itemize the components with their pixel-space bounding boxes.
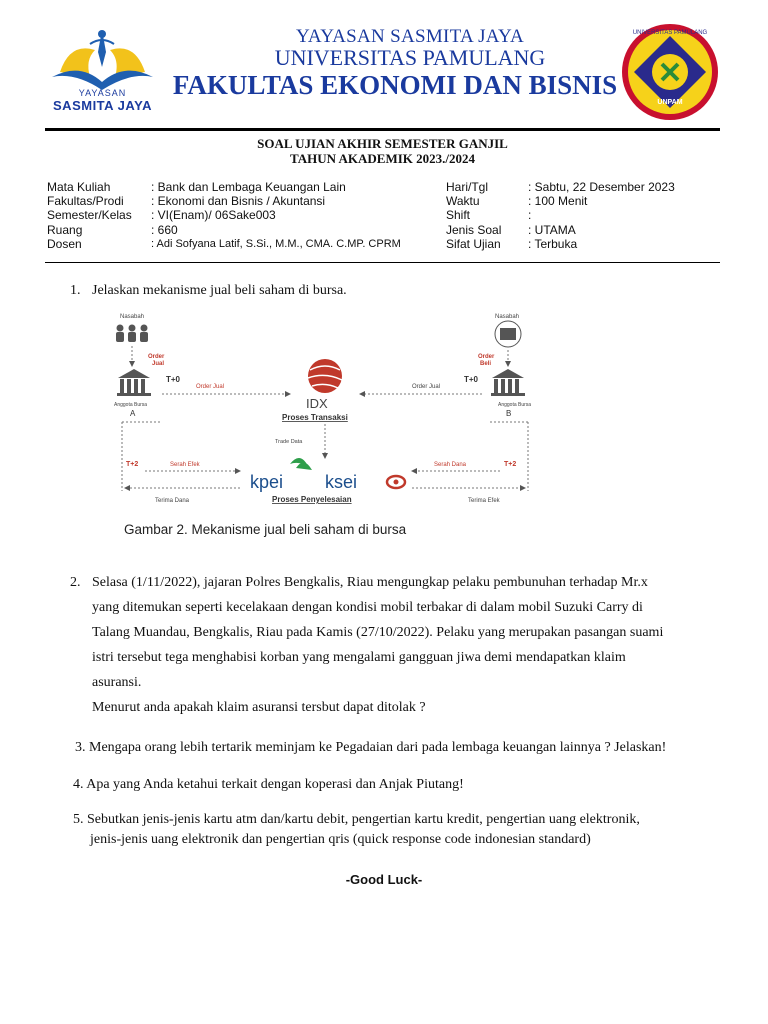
question-3-text: 3. Mengapa orang lebih tertarik meminjam ke Pegadaian dari pada lembaga keuangan lainnya ? Jelaskan!	[75, 740, 667, 755]
bank-left-icon	[117, 369, 151, 396]
header-fakultas: FAKULTAS EKONOMI DAN BISNIS	[172, 70, 618, 100]
info-value: : Bank dan Lembaga Keuangan Lain	[151, 180, 346, 194]
question-2-line: istri tersebut tega menghabisi korban yang mengalami gangguan jiwa demi mendapatkan klaim	[92, 650, 626, 665]
t2-left-label: T+2	[126, 461, 139, 468]
info-row	[446, 180, 716, 194]
ksei-mark-icon	[387, 476, 405, 488]
info-row	[47, 180, 447, 194]
info-value: : 100 Menit	[528, 194, 588, 209]
stock-trading-diagram	[100, 306, 550, 546]
info-left	[47, 180, 447, 251]
terima-dana-label: Terima Dana	[155, 498, 190, 504]
idx-globe-icon	[308, 359, 342, 393]
serah-dana-label: Serah Dana	[434, 462, 467, 468]
terima-efek-label: Terima Efek	[468, 498, 500, 504]
question-5-line: jenis-jenis uang elektronik dan pengertian qris (quick response code indonesian standard)	[90, 832, 591, 847]
nasabah-right-label: Nasabah	[495, 314, 520, 320]
info-label: Fakultas/Prodi	[47, 194, 124, 209]
yayasan-logo	[40, 22, 165, 122]
info-value: : Adi Sofyana Latif, S.Si., M.M., CMA. C.MP. CPRM	[151, 237, 401, 250]
order-jual-arrow-left-label: Order Jual	[196, 384, 225, 390]
question-5-text	[73, 810, 640, 850]
a-label: A	[130, 409, 136, 418]
question-1-number: 1.	[70, 283, 81, 298]
proses-transaksi-label: Proses Transaksi	[282, 413, 348, 422]
unpam-logo	[620, 22, 720, 122]
info-value: : Sabtu, 22 Desember 2023	[528, 180, 675, 194]
anggota-right-label: Anggota Bursa	[498, 402, 532, 408]
info-row	[446, 237, 716, 251]
question-2-line: asuransi.	[92, 675, 142, 690]
question-1-text: Jelaskan mekanisme jual beli saham di bursa.	[92, 283, 347, 298]
bank-right-icon	[491, 369, 525, 396]
t0-right-label: T+0	[464, 375, 479, 384]
idx-label: IDX	[306, 396, 328, 411]
logo-left-line1: YAYASAN	[78, 88, 127, 98]
info-row	[446, 223, 716, 237]
info-row	[47, 223, 447, 237]
info-label: Waktu	[446, 194, 480, 209]
info-row	[446, 208, 716, 222]
header-universitas: UNIVERSITAS PAMULANG	[274, 45, 546, 70]
diagram-canvas	[100, 306, 550, 511]
info-value: : UTAMA	[528, 222, 576, 237]
kpei-label: kpei	[250, 472, 284, 492]
question-2-line: Talang Muandau, Bengkalis, Riau pada Kamis (27/10/2022). Pelaku yang merupakan pasangan suami	[92, 625, 664, 640]
info-row	[47, 194, 447, 208]
exam-year: TAHUN AKADEMIK 2023./2024	[289, 151, 475, 166]
info-label: Semester/Kelas	[47, 208, 132, 223]
b-label: B	[506, 409, 512, 418]
question-2-followup: Menurut anda apakah klaim asuransi tersbut dapat ditolak ?	[92, 700, 426, 715]
anggota-left-label: Anggota Bursa	[114, 402, 148, 408]
info-label: Sifat Ujian	[446, 236, 501, 251]
info-label: Ruang	[47, 222, 83, 237]
question-2-line: yang ditemukan seperti kecelakaan dengan kondisi mobil terbakar di dalam mobil Suzuki Carry di	[92, 600, 643, 615]
kpei-leaf-icon	[290, 458, 312, 470]
yayasan-emblem-icon	[40, 22, 165, 92]
order-jual-label-1: Order	[148, 354, 165, 360]
info-row	[47, 208, 447, 222]
header-yayasan: YAYASAN SASMITA JAYA	[296, 26, 524, 47]
t2-right-label: T+2	[504, 461, 517, 468]
nasabah-left-label: Nasabah	[120, 314, 145, 320]
info-value: :	[528, 208, 532, 223]
trade-data-label: Trade Data	[275, 439, 303, 445]
ksei-label: ksei	[325, 472, 358, 492]
info-label: Hari/Tgl	[446, 180, 489, 194]
order-beli-label-2: Beli	[480, 361, 492, 367]
order-beli-label-1: Order	[478, 354, 495, 360]
header-rule	[45, 128, 720, 131]
question-2-number: 2.	[70, 575, 81, 590]
proses-penyelesaian-label: Proses Penyelesaian	[272, 495, 352, 504]
seal-university-text: UNIVERSITAS PAMULANG	[632, 30, 708, 36]
diagram-caption: Gambar 2. Mekanisme jual beli saham di bursa	[124, 522, 407, 537]
serah-efek-label: Serah Efek	[170, 462, 200, 468]
order-jual-label-2: Jual	[152, 361, 165, 367]
question-5-line: 5. Sebutkan jenis-jenis kartu atm dan/kartu debit, pengertian kartu kredit, pengertian uang elektronik,	[73, 812, 640, 827]
question-2-text	[92, 570, 732, 720]
info-label: Jenis Soal	[446, 222, 502, 237]
info-label: Shift	[446, 208, 471, 223]
info-label: Mata Kuliah	[47, 180, 111, 194]
question-2-line: Selasa (1/11/2022), jajaran Polres Bengkalis, Riau mengungkap pelaku pembunuhan terhadap Mr.x	[92, 575, 648, 590]
people-left-icon	[116, 325, 148, 343]
info-value: : Ekonomi dan Bisnis / Akuntansi	[151, 194, 326, 209]
info-right	[446, 180, 716, 251]
order-jual-arrow-right-label: Order Jual	[412, 384, 441, 390]
info-row	[446, 194, 716, 208]
exam-title: SOAL UJIAN AKHIR SEMESTER GANJIL	[257, 136, 508, 151]
info-value: : 660	[151, 222, 178, 237]
good-luck-text: -Good Luck-	[345, 872, 423, 887]
info-row	[47, 237, 447, 251]
info-value: : Terbuka	[528, 236, 578, 251]
building-right-icon	[495, 321, 521, 347]
info-value: : VI(Enam)/ 06Sake003	[151, 208, 276, 223]
info-label: Dosen	[47, 236, 82, 251]
logo-left-line2: SASMITA JAYA	[53, 98, 152, 113]
unpam-seal-icon	[620, 22, 720, 122]
question-4-text: 4. Apa yang Anda ketahui terkait dengan koperasi dan Anjak Piutang!	[73, 777, 464, 792]
info-rule	[45, 262, 720, 263]
seal-unpam-text: UNPAM	[657, 99, 683, 106]
t0-left-label: T+0	[166, 375, 181, 384]
